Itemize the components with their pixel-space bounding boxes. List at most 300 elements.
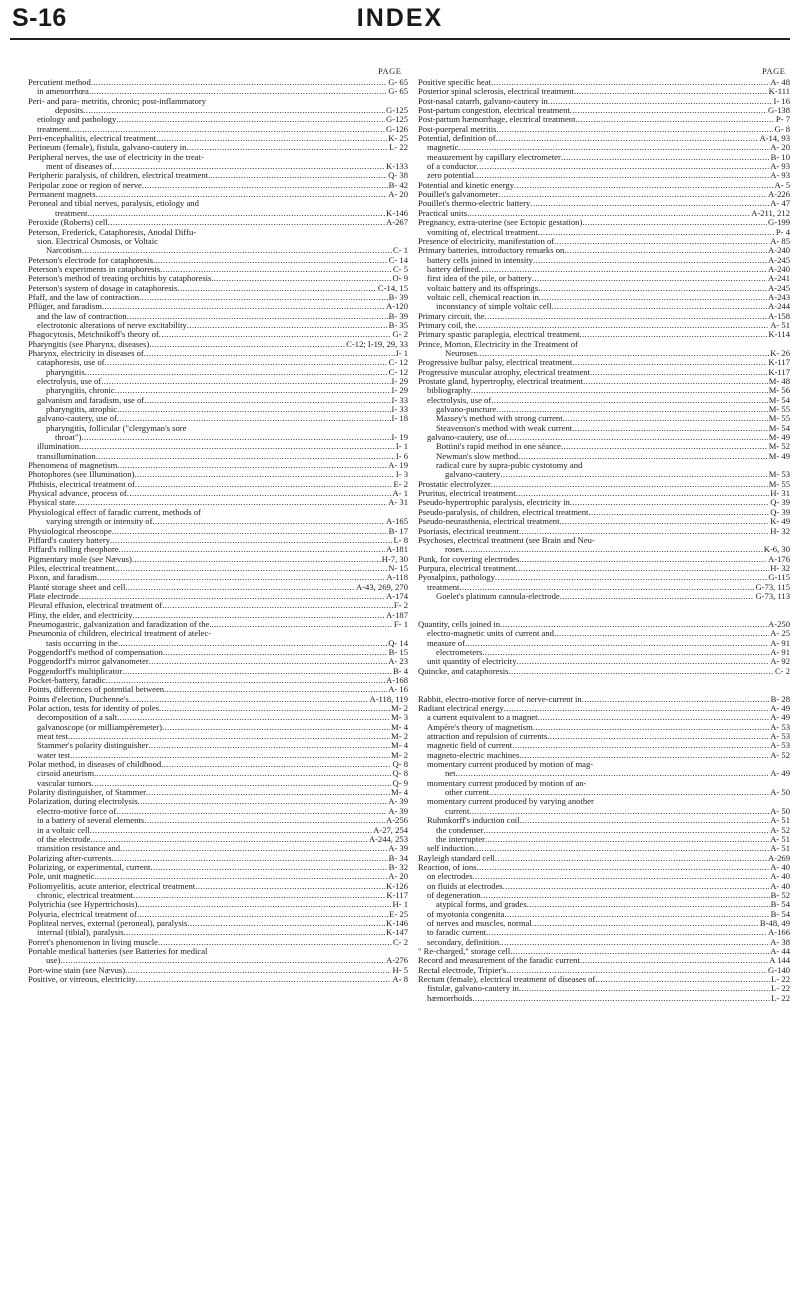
dot-leader: [516, 564, 770, 573]
entry-page-ref: A- 31: [388, 498, 408, 508]
index-entry: [28, 882, 408, 891]
dot-leader: [133, 611, 385, 620]
dot-leader: [116, 115, 385, 124]
entry-term: tasis occurring in the: [46, 638, 118, 648]
entry-term: pharyngitis, chronic: [46, 386, 115, 396]
index-entry: [418, 209, 790, 218]
entry-page-ref: G- 65: [388, 78, 408, 87]
index-entry: [28, 461, 408, 470]
entry-page-ref: A- 92: [770, 657, 790, 667]
entry-term: decomposition of a salt: [37, 713, 117, 723]
index-entry: [28, 237, 408, 246]
dot-leader: [538, 284, 767, 293]
dot-leader: [477, 162, 770, 171]
entry-page-ref: M- 55: [768, 414, 790, 424]
dot-leader: [89, 87, 387, 96]
entry-term: treatment: [427, 582, 460, 592]
index-entry: [28, 769, 408, 778]
index-entry: [28, 433, 408, 442]
entry-page-ref: M- 4: [391, 722, 408, 732]
entry-term: Peroneal and tibial nerves, paralysis, etiology and: [28, 199, 199, 209]
dot-leader: [117, 414, 391, 423]
entry-term: momentary current produced by motion of an-: [427, 778, 587, 788]
entry-page-ref: A- 85: [770, 236, 790, 246]
index-entry: [418, 312, 790, 321]
entry-page-ref: A- 51: [770, 834, 790, 844]
index-entry: [418, 199, 790, 208]
entry-term: Phenomena of magnetism: [28, 461, 118, 471]
index-entry: [28, 480, 408, 489]
dot-leader: [533, 723, 769, 732]
index-entry: [28, 190, 408, 199]
entry-term: " Re-charged," storage cell: [418, 946, 511, 956]
entry-page-ref: A- 20: [770, 143, 790, 153]
index-entry: [418, 555, 790, 564]
entry-page-ref: E- 25: [389, 909, 408, 919]
index-entry: [418, 620, 790, 629]
entry-page-ref: A-166: [768, 928, 790, 938]
index-entry: [418, 461, 790, 470]
entry-page-ref: E- 2: [393, 479, 408, 489]
index-entry: [418, 153, 790, 162]
entry-term: Primary coil, the: [418, 320, 476, 330]
dot-leader: [160, 265, 392, 274]
entry-page-ref: A- 53: [770, 722, 790, 732]
entry-term: Planté storage sheet and cell: [28, 582, 126, 592]
entry-page-ref: B- 42: [388, 180, 408, 190]
entry-term: Peri- and para- metritis, chronic; post-inflammatory: [28, 96, 207, 106]
entry-page-ref: G-73, 113: [755, 591, 790, 601]
dot-leader: [187, 919, 385, 928]
index-entry: [418, 340, 790, 349]
entry-page-ref: A- 51: [770, 320, 790, 330]
entry-page-ref: K-126: [386, 881, 408, 891]
entry-page-ref: A- 5: [774, 180, 790, 190]
index-entry: [28, 826, 408, 835]
dot-leader: [463, 545, 763, 554]
entry-term: Ampère's theory of magnetism: [427, 722, 533, 732]
entry-term: Positive, or vitreous, electricity: [28, 975, 136, 984]
dot-leader: [116, 807, 387, 816]
entry-term: Primary batteries, introductory remarks on: [418, 246, 565, 256]
entry-page-ref: K-111: [768, 87, 790, 97]
dot-leader: [473, 872, 770, 881]
index-entry: [28, 405, 408, 414]
index-entry: [28, 256, 408, 265]
entry-term: Piles, electrical treatment: [28, 563, 116, 573]
index-entry: [28, 966, 408, 975]
entry-page-ref: A-240: [768, 264, 790, 274]
entry-page-ref: H- 32: [770, 526, 790, 536]
entry-term: varying strength or intensity of: [46, 517, 153, 527]
index-entry: [28, 386, 408, 395]
dot-leader: [112, 854, 388, 863]
index-entry: [418, 667, 790, 676]
entry-term: Pregnancy, extra-uterine (see Ectopic gestation): [418, 218, 583, 228]
dot-leader: [138, 797, 388, 806]
dot-leader: [519, 984, 770, 993]
index-entry: [28, 601, 408, 610]
entry-term: electrotonic alterations of nerve excitability: [37, 320, 187, 330]
index-entry: [418, 228, 790, 237]
entry-term: Permanent magnets: [28, 190, 96, 200]
dot-leader: [590, 368, 767, 377]
entry-page-ref: C- 14: [388, 255, 408, 265]
dot-leader: [96, 190, 388, 199]
dot-leader: [491, 396, 768, 405]
index-entry: [418, 835, 790, 844]
dot-leader: [527, 900, 770, 909]
entry-term: Psychoses, electrical treatment (see Brain and Neu-: [418, 535, 595, 545]
index-entry: [28, 910, 408, 919]
dot-leader: [491, 480, 768, 489]
dot-leader: [135, 480, 393, 489]
entry-term: illumination: [37, 442, 80, 452]
dot-leader: [474, 171, 769, 180]
entry-page-ref: K-117: [768, 367, 790, 377]
entry-page-ref: B- 54: [770, 900, 790, 910]
entry-term: Polarizing, or experimental, current: [28, 862, 151, 872]
index-entry: [28, 797, 408, 806]
dot-leader: [102, 302, 385, 311]
index-entry: [28, 592, 408, 601]
index-entry: [418, 377, 790, 386]
index-entry: [28, 171, 408, 180]
index-entry: [418, 919, 790, 928]
entry-term: Primary circuit, the: [418, 311, 485, 321]
index-entry: [418, 751, 790, 760]
entry-page-ref: A- 49: [770, 713, 790, 723]
entry-page-ref: B- 39: [388, 292, 408, 302]
dot-leader: [489, 788, 769, 797]
entry-page-ref: M- 4: [391, 741, 408, 751]
index-entry: [28, 938, 408, 947]
entry-page-ref: A- 52: [770, 750, 790, 760]
index-entry: [28, 751, 408, 760]
dot-leader: [124, 928, 385, 937]
entry-page-ref: B- 39: [388, 311, 408, 321]
entry-page-ref: A- 39: [388, 797, 408, 807]
index-entry: [28, 293, 408, 302]
entry-page-ref: A- 47: [770, 199, 790, 209]
entry-page-ref: L- 8: [393, 535, 408, 545]
index-entry: [418, 910, 790, 919]
index-entry: [418, 938, 790, 947]
entry-page-ref: H- 32: [770, 563, 790, 573]
dot-leader: [508, 667, 774, 676]
dot-leader: [108, 218, 385, 227]
entry-term: magneto-electric machines: [427, 750, 520, 760]
entry-term: chronic, electrical treatment: [37, 890, 134, 900]
entry-term: voltaic cell, chemical reaction in: [427, 292, 539, 302]
entry-term: current: [445, 806, 470, 816]
entry-page-ref: K-146: [386, 208, 408, 218]
index-entry: [28, 302, 408, 311]
dot-leader: [83, 106, 385, 115]
entry-page-ref: K-117: [386, 890, 408, 900]
entry-page-ref: K-133: [386, 162, 408, 172]
dot-leader: [477, 349, 769, 358]
dot-leader: [576, 115, 775, 124]
entry-term: Pouillet's thermo-electric battery: [418, 199, 531, 209]
dot-leader: [496, 405, 768, 414]
entry-page-ref: L- 22: [771, 993, 790, 1003]
dot-leader: [144, 396, 390, 405]
index-entry: [418, 854, 790, 863]
index-entry: [28, 667, 408, 676]
index-entry: [418, 723, 790, 732]
entry-page-ref: M- 55: [768, 405, 790, 415]
index-entry: [28, 87, 408, 96]
entry-term: Polyuria, electrical treatment of: [28, 909, 137, 919]
dot-leader: [117, 461, 387, 470]
index-spacer: [418, 611, 790, 620]
index-entry: [28, 947, 408, 956]
entry-page-ref: M- 2: [391, 704, 408, 714]
entry-page-ref: H-7, 30: [381, 554, 408, 564]
entry-page-ref: C- 5: [392, 264, 408, 274]
entry-page-ref: B- 17: [388, 526, 408, 536]
entry-term: Rabbit, electro-motive force of nerve-current in: [418, 694, 582, 704]
index-entry: [28, 611, 408, 620]
entry-term: Piffard's cautery battery: [28, 535, 111, 545]
index-entry: [418, 97, 790, 106]
dot-leader: [561, 442, 768, 451]
entry-page-ref: A- 40: [770, 881, 790, 891]
dot-leader: [519, 527, 769, 536]
index-entry: [28, 956, 408, 965]
index-entry: [28, 844, 408, 853]
entry-page-ref: A-187: [386, 610, 408, 620]
entry-page-ref: A-276: [386, 956, 408, 966]
entry-term: Massey's method with strong current: [436, 414, 563, 424]
entry-term: deposits: [55, 106, 84, 116]
index-entry: [28, 779, 408, 788]
dot-leader: [119, 545, 385, 554]
index-entry: [418, 966, 790, 975]
entry-term: Posterior spinal sclerosis, electrical treatment: [418, 87, 574, 97]
index-entry: [28, 620, 408, 629]
index-entry: [418, 368, 790, 377]
dot-leader: [149, 340, 345, 349]
index-entry: [418, 844, 790, 853]
index-entry: [28, 377, 408, 386]
entry-page-ref: Q- 9: [392, 778, 408, 788]
entry-page-ref: A- 40: [770, 862, 790, 872]
index-entry: [28, 583, 408, 592]
entry-term: Stammer's polarity distinguisher: [37, 741, 149, 751]
entry-page-ref: A-245: [768, 255, 790, 265]
entry-page-ref: K-117: [768, 358, 790, 368]
entry-term: Peterson's method of treating orchitis by cataphoresis.: [28, 274, 214, 284]
index-entry: [418, 872, 790, 881]
entry-term: Phagocytosis, Metchnikoff's theory of: [28, 330, 159, 340]
dot-leader: [574, 87, 768, 96]
dot-leader: [582, 218, 767, 227]
index-entry: [418, 517, 790, 526]
index-entry: [28, 835, 408, 844]
entry-page-ref: F- 2: [393, 601, 408, 611]
entry-page-ref: A-241: [768, 274, 790, 284]
index-entry: [28, 181, 408, 190]
entry-page-ref: I- 3: [395, 470, 408, 480]
entry-page-ref: A-14, 93: [759, 134, 790, 144]
dot-leader: [70, 751, 390, 760]
entry-term: of degeneration: [427, 890, 481, 900]
index-entry: [28, 274, 408, 283]
index-entry: [418, 760, 790, 769]
entry-page-ref: I- 1: [395, 442, 408, 452]
entry-term: Polar action, tests for identity of poles: [28, 704, 160, 714]
entry-page-ref: A- 91: [770, 638, 790, 648]
index-entry: [418, 545, 790, 554]
entry-page-ref: M- 53: [768, 470, 790, 480]
entry-page-ref: B-48, 49: [759, 918, 790, 928]
dot-leader: [146, 788, 390, 797]
entry-term: on fluids at electrodes: [427, 881, 503, 891]
dot-leader: [495, 854, 767, 863]
index-entry: [28, 115, 408, 124]
dot-leader: [456, 769, 770, 778]
dot-leader: [500, 470, 767, 479]
index-entry: [418, 274, 790, 283]
entry-term: Peroxide (Roberts) cell: [28, 218, 108, 228]
index-entry: [418, 115, 790, 124]
entry-term: transillumination: [37, 451, 96, 461]
entry-term: battery defined: [427, 264, 479, 274]
index-entry: [28, 265, 408, 274]
dot-leader: [97, 573, 385, 582]
index-entry: [28, 312, 408, 321]
entry-page-ref: Q- 8: [392, 769, 408, 779]
entry-page-ref: G-125: [386, 106, 408, 116]
entry-page-ref: A-165: [386, 517, 408, 527]
index-entry: [28, 891, 408, 900]
entry-term: cataphoresis, use of: [37, 358, 105, 368]
entry-page-ref: I- 1: [395, 348, 408, 358]
entry-page-ref: A- 93: [770, 171, 790, 181]
index-entry: [28, 975, 408, 984]
dot-leader: [561, 153, 770, 162]
entry-page-ref: A- 23: [388, 657, 408, 667]
index-entry: [28, 396, 408, 405]
dot-leader: [95, 872, 388, 881]
dot-leader: [79, 442, 395, 451]
index-entry: [28, 228, 408, 237]
entry-term: galvano-cautery, use of: [37, 414, 117, 424]
dot-leader: [512, 741, 769, 750]
dot-leader: [507, 433, 768, 442]
entry-page-ref: A-174: [386, 591, 408, 601]
dot-leader: [144, 349, 395, 358]
entry-page-ref: H- 31: [770, 489, 790, 499]
entry-term: Goelet's platinum cannula-electrode: [436, 591, 560, 601]
entry-page-ref: A- 39: [388, 844, 408, 854]
index-entry: [418, 424, 790, 433]
dot-leader: [530, 199, 769, 208]
entry-page-ref: A- 44: [770, 946, 790, 956]
entry-page-ref: M- 54: [768, 395, 790, 405]
entry-term: in amenorrhœa: [37, 87, 89, 97]
entry-term: of a conductor: [427, 162, 477, 172]
index-entry: [28, 919, 408, 928]
entry-page-ref: G-115: [768, 573, 790, 583]
dot-leader: [85, 368, 388, 377]
entry-term: Physical advance, process of: [28, 489, 127, 499]
entry-page-ref: A- 52: [770, 825, 790, 835]
index-entry: [28, 872, 408, 881]
index-entry: [418, 190, 790, 199]
dot-leader: [467, 209, 750, 218]
index-entry: [28, 349, 408, 358]
dot-leader: [148, 741, 390, 750]
entry-term: of the electrode: [37, 834, 91, 844]
entry-page-ref: B- 28: [770, 694, 790, 704]
entry-term: Post-partum congestion, electrical treatment: [418, 106, 570, 116]
entry-page-ref: A- 93: [770, 162, 790, 172]
entry-page-ref: M- 52: [768, 442, 790, 452]
index-entry: [28, 489, 408, 498]
entry-term: Polarizing after-currents: [28, 853, 112, 863]
entry-page-ref: A-176: [768, 554, 790, 564]
dot-leader: [115, 386, 391, 395]
index-entry: [418, 237, 790, 246]
index-entry: [418, 564, 790, 573]
entry-page-ref: B- 35: [388, 320, 408, 330]
index-entry: [28, 629, 408, 638]
entry-term: galvano-cautery: [445, 470, 501, 480]
index-entry: [418, 452, 790, 461]
index-entry: [28, 639, 408, 648]
index-entry: [28, 732, 408, 741]
entry-page-ref: I- 16: [773, 96, 790, 106]
dot-leader: [564, 246, 767, 255]
dot-leader: [554, 629, 769, 638]
entry-term: Rayleigh standard cell: [418, 853, 495, 863]
index-entry: [418, 321, 790, 330]
entry-term: Rectal electrode, Tripier's: [418, 965, 507, 975]
entry-page-ref: L- 22: [771, 975, 790, 984]
entry-page-ref: C- 1: [392, 246, 408, 256]
entry-term: the interrupter: [436, 834, 485, 844]
index-entry: [418, 171, 790, 180]
entry-term: treatment: [55, 208, 88, 218]
entry-page-ref: A- 91: [770, 647, 790, 657]
entry-page-ref: A- 40: [770, 872, 790, 882]
entry-term: Porret's phenomenon in living muscle: [28, 937, 158, 947]
entry-term: galvano-cautery, use of: [427, 433, 507, 443]
dot-leader: [153, 256, 388, 265]
index-entry: [418, 143, 790, 152]
dot-leader: [504, 910, 769, 919]
dot-leader: [570, 498, 769, 507]
entry-term: Progressive bulbar palsy, electrical treatment: [418, 358, 573, 368]
index-entry: [418, 162, 790, 171]
entry-page-ref: C- 12: [388, 358, 408, 368]
entry-page-ref: A-27, 254: [373, 825, 408, 835]
entry-term: measurement by capillary electrometer: [427, 152, 561, 162]
entry-term: Pyosalpinx, pathology: [418, 573, 495, 583]
index-entry: [28, 900, 408, 909]
index-entry: [418, 900, 790, 909]
index-entry: [28, 218, 408, 227]
dot-leader: [474, 844, 769, 853]
entry-term: Port-wine stain (see Nævus): [28, 965, 126, 975]
dot-leader: [94, 769, 391, 778]
index-entry: [418, 349, 790, 358]
index-entry: [418, 218, 790, 227]
entry-page-ref: A- 51: [770, 816, 790, 826]
